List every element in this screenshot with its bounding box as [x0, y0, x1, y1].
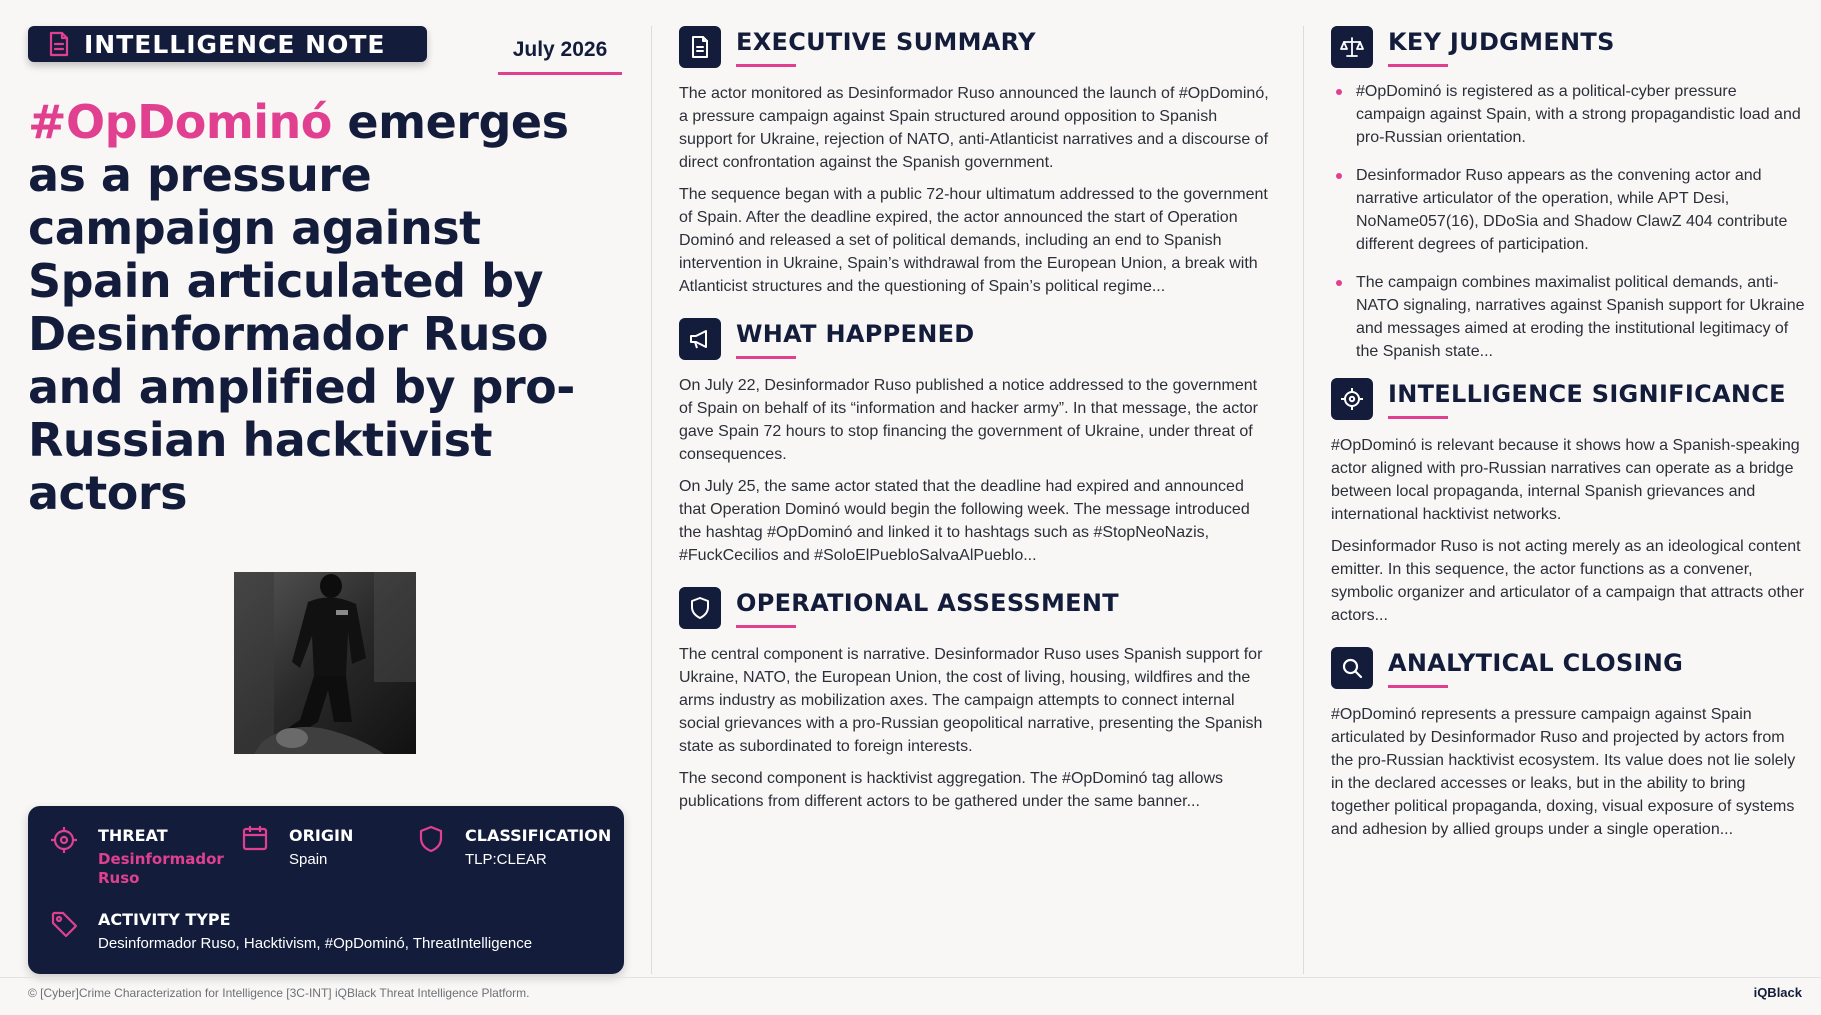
column-divider [1303, 26, 1304, 974]
left-column [28, 26, 624, 976]
section-title: ANALYTICAL CLOSING [1388, 649, 1684, 677]
search-icon [1331, 647, 1373, 689]
footer-divider [0, 977, 1821, 978]
origin-label: ORIGIN [289, 826, 354, 845]
judgments-list [1331, 80, 1807, 363]
key-judgments-section [1331, 26, 1807, 363]
actor-photo [234, 572, 416, 754]
document-icon [679, 26, 721, 68]
shield-icon [679, 587, 721, 629]
executive-summary-section [679, 26, 1273, 298]
footer-copyright: © [Cyber]Crime Characterization for Intelligence [3C-INT] iQBlack Threat Intelligence Platform. [28, 986, 530, 1000]
section-title: KEY JUDGMENTS [1388, 28, 1615, 56]
origin-value: Spain [289, 851, 328, 868]
tag-icon [50, 910, 78, 938]
threat-label: THREAT [98, 826, 168, 845]
calendar-icon [241, 824, 269, 852]
paragraph: The second component is hacktivist aggregation. The #OpDominó tag allows publications from different actors to be gathered under the same banner... [679, 770, 1224, 810]
classification-label: CLASSIFICATION [465, 826, 612, 845]
document-icon [46, 31, 72, 57]
section-title: WHAT HAPPENED [736, 320, 975, 348]
classification-value: TLP:CLEAR [465, 851, 547, 868]
activity-value: Desinformador Ruso, Hacktivism, #OpDominó, ThreatIntelligence [98, 935, 533, 952]
operational-assessment-section [679, 587, 1273, 813]
middle-column [679, 26, 1273, 813]
section-title: EXECUTIVE SUMMARY [736, 28, 1036, 56]
megaphone-icon [679, 318, 721, 360]
paragraph: On July 25, the same actor stated that the deadline had expired and announced that Operation Dominó would begin the following week. The message introduced the hashtag #OpDominó and linked it to hashtags such as #StopNeoNazis, #FuckCecilios and #SoloElPuebloSalvaAlPueblo... [679, 478, 1250, 564]
list-item: The campaign combines maximalist political demands, anti-NATO signaling, narratives against Spanish support for Ukraine and messages aimed at eroding the institutional legitimacy of the Spanish state... [1331, 271, 1807, 363]
paragraph: #OpDominó is relevant because it shows how a Spanish-speaking actor aligned with pro-Russian narratives can operate as a bridge between local propaganda, internal Spanish grievances and international hacktivist networks. [1331, 437, 1800, 523]
intelligence-significance-section [1331, 378, 1807, 627]
paragraph: Desinformador Ruso is not acting merely as an ideological content emitter. In this sequence, the actor functions as a convener, symbolic organizer and articulator of a campaign that attracts other actors... [1331, 538, 1805, 624]
scales-icon [1331, 26, 1373, 68]
threat-value: Desinformador Ruso [98, 850, 224, 887]
section-title: OPERATIONAL ASSESSMENT [736, 589, 1119, 617]
headline-text: emerges as a pressure campaign against Spain articulated by Desinformador Ruso and amplified by pro-Russian hacktivist actors [28, 95, 575, 520]
headline-highlight: #OpDominó [28, 95, 332, 149]
headline [28, 96, 624, 520]
section-title: INTELLIGENCE SIGNIFICANCE [1388, 380, 1786, 408]
crosshair-icon [50, 826, 78, 854]
info-card [28, 806, 624, 974]
analytical-closing-section [1331, 647, 1807, 841]
report-date: July 2026 [498, 38, 622, 75]
list-item: Desinformador Ruso appears as the convening actor and narrative articulator of the operation, while APT Desi, NoName057(16), DDoSia and Shadow ClawZ 404 contribute different degrees of participation. [1331, 164, 1807, 256]
what-happened-section [679, 318, 1273, 567]
footer-brand: iQBlack [1753, 985, 1802, 1000]
paragraph: On July 22, Desinformador Ruso published a notice addressed to the government of Spain on behalf of its “information and hacker army”. In that message, the actor gave Spain 72 hours to stop financing the government of Ukraine, under threat of consequences. [679, 377, 1258, 463]
shield-icon [417, 825, 445, 853]
activity-label: ACTIVITY TYPE [98, 910, 231, 929]
crosshair-icon [1331, 378, 1373, 420]
intelligence-note-badge [28, 26, 427, 62]
paragraph: The actor monitored as Desinformador Ruso announced the launch of #OpDominó, a pressure campaign against Spain structured around opposition to Spanish support for Ukraine, rejection of NATO, anti-Atlanticist narratives and a discourse of direct confrontation against the Spanish government. [679, 85, 1269, 171]
list-item: #OpDominó is registered as a political-cyber pressure campaign against Spain, with a strong propagandistic load and pro-Russian orientation. [1331, 80, 1807, 149]
paragraph: The central component is narrative. Desinformador Ruso uses Spanish support for Ukraine, NATO, the European Union, the cost of living, housing, wildfires and the arms industry as mobilization axes. The campaign attempts to connect internal social grievances with a pro-Russian geopolitical narrative, presenting the Spanish state as subordinated to foreign interests. [679, 646, 1263, 755]
paragraph: #OpDominó represents a pressure campaign against Spain articulated by Desinformador Ruso and projected by actors from the pro-Russian hacktivist ecosystem. Its value does not lie solely in the declared accesses or leaks, but in the ability to bring together political propaganda, doxing, visual exposure of systems and adhesion by allied groups under a single operation... [1331, 706, 1796, 838]
column-divider [651, 26, 652, 974]
paragraph: The sequence began with a public 72-hour ultimatum addressed to the government of Spain. After the deadline expired, the actor announced the start of Operation Dominó and released a set of political demands, including an end to Spanish intervention in Ukraine, Spain’s withdrawal from the European Union, a break with Atlanticist structures and the questioning of Spain’s political regime... [679, 186, 1268, 295]
right-column [1331, 26, 1807, 841]
badge-label: INTELLIGENCE NOTE [84, 29, 386, 59]
